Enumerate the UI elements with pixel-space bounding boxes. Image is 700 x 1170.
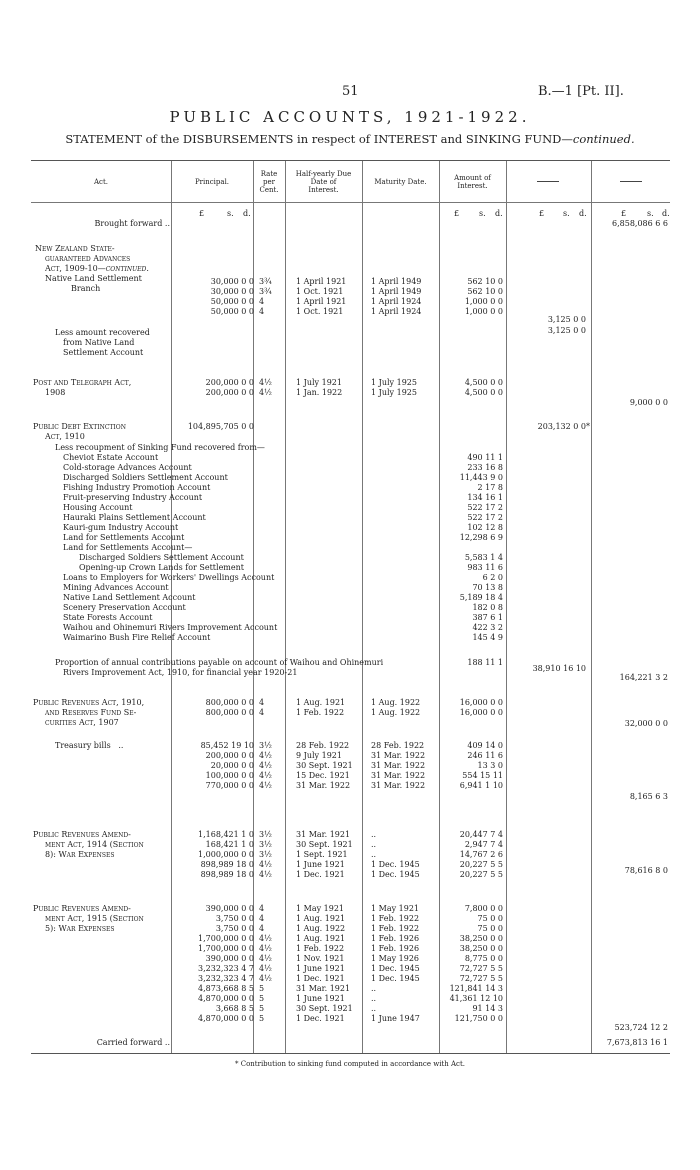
recoupment-item-amount: 233 16 8 bbox=[467, 463, 503, 472]
recoupment-item-amount: 522 17 2 bbox=[467, 503, 503, 512]
proportion-amount: 188 11 1 bbox=[467, 658, 503, 667]
recoupment-item-amount: 12,298 6 9 bbox=[459, 533, 503, 542]
nz-state-branch: Native Land Settlement bbox=[45, 274, 142, 283]
treasury-bills-amount-cell: 554 15 11 bbox=[462, 771, 503, 780]
recoupment-item-label: Waimarino Bush Fire Relief Account bbox=[63, 633, 211, 642]
treasury-bills-due-cell: 31 Mar. 1922 bbox=[296, 781, 351, 790]
post-telegraph-due-cell: 1 July 1921 bbox=[296, 378, 342, 387]
treasury-bills-amount-cell: 409 14 0 bbox=[467, 741, 503, 750]
amendment-1915-due-cell: 1 May 1921 bbox=[296, 904, 345, 913]
recoupment-item-label: Cheviot Estate Account bbox=[63, 453, 159, 462]
amendment-1914-maturity-cell: .. bbox=[371, 830, 377, 839]
amendment-1915-due-cell: 30 Sept. 1921 bbox=[296, 1004, 353, 1013]
treasury-bills-amount-cell: 13 3 0 bbox=[477, 761, 503, 770]
recoupment-item-label: Waihou and Ohinemuri Rivers Improvement Account bbox=[63, 623, 278, 632]
amendment-1914-maturity-cell: 1 Dec. 1945 bbox=[371, 860, 420, 869]
treasury-bills-maturity-cell: 31 Mar. 1922 bbox=[371, 771, 426, 780]
page-title: PUBLIC ACCOUNTS, 1921-1922. bbox=[169, 108, 531, 126]
amendment-1914-amount-cell: 20,227 5 5 bbox=[459, 860, 503, 869]
recoupment-total: 38,910 16 10 bbox=[532, 664, 586, 673]
amendment-1914-maturity-cell: .. bbox=[371, 850, 377, 859]
recoupment-item-amount: 5,189 18 4 bbox=[459, 593, 503, 602]
amendment-1915-principal-cell: 3,750 0 0 bbox=[215, 924, 254, 933]
amendment-1915-due-cell: 1 Dec. 1921 bbox=[296, 1014, 345, 1023]
amendment-1914-principal-cell: 898,989 18 0 bbox=[200, 860, 254, 869]
treasury-bills-rate-cell: 4½ bbox=[259, 771, 272, 780]
nz-state-amount-cell: 1,000 0 0 bbox=[464, 297, 503, 306]
public-revenues-act: curities Act, 1907 bbox=[45, 718, 119, 727]
nz-state-recovered: 3,125 0 0 bbox=[547, 326, 586, 335]
public-debt-act: Act, 1910 bbox=[45, 432, 85, 441]
amendment-1914-amount-cell: 2,947 7 4 bbox=[464, 840, 503, 849]
amendment-1915-due-cell: 1 Aug. 1922 bbox=[296, 924, 346, 933]
amendment-1914-act: Public Revenues Amend- bbox=[33, 830, 131, 839]
post-telegraph-rate-cell: 4½ bbox=[259, 378, 272, 387]
amendment-1915-maturity-cell: .. bbox=[371, 1004, 377, 1013]
treasury-bills-maturity-cell: 31 Mar. 1922 bbox=[371, 751, 426, 760]
amendment-1915-amount-cell: 121,841 14 3 bbox=[449, 984, 503, 993]
public-debt-total: 164,221 3 2 bbox=[619, 673, 668, 682]
pounds-unit: £ bbox=[539, 209, 545, 218]
amendment-1914-maturity-cell: .. bbox=[371, 840, 377, 849]
recoupment-item-label: Native Land Settlement Account bbox=[63, 593, 196, 602]
recoupment-item-label: Discharged Soldiers Settlement Account bbox=[79, 553, 244, 562]
nz-state-rate-cell: 4 bbox=[259, 307, 265, 316]
amendment-1915-principal-cell: 1,700,000 0 0 bbox=[198, 934, 254, 943]
post-telegraph-amount-cell: 4,500 0 0 bbox=[464, 378, 503, 387]
nz-state-subtotal: 3,125 0 0 bbox=[547, 315, 586, 324]
amendment-1915-principal-cell: 3,232,323 4 7 bbox=[198, 974, 254, 983]
recoupment-item-amount: 490 11 1 bbox=[467, 453, 503, 462]
amendment-1915-maturity-cell: 1 Feb. 1922 bbox=[371, 914, 420, 923]
statement-subtitle bbox=[0, 132, 700, 146]
amendment-1915-act: Public Revenues Amend- bbox=[33, 904, 131, 913]
disbursements-table bbox=[31, 160, 670, 1054]
public-revenues-amount-cell: 16,000 0 0 bbox=[459, 708, 503, 717]
nz-state-maturity-cell: 1 April 1924 bbox=[371, 307, 422, 316]
column-blank-dash bbox=[620, 181, 642, 182]
amendment-1915-maturity-cell: 1 May 1921 bbox=[371, 904, 420, 913]
public-revenues-act: and Reserves Fund Se- bbox=[45, 708, 137, 717]
proportion-note: Proportion of annual contributions payable on account of Waihou and Ohinemuri bbox=[55, 658, 384, 667]
amendment-1914-amount-cell: 20,227 5 5 bbox=[459, 870, 503, 879]
amendment-1915-rate-cell: 4 bbox=[259, 914, 265, 923]
public-revenues-act: Public Revenues Act, 1910, bbox=[33, 698, 145, 707]
public-revenues-rate-cell: 4 bbox=[259, 708, 265, 717]
public-debt-principal: 104,895,705 0 0 bbox=[187, 422, 254, 431]
proportion-note: Rivers Improvement Act, 1910, for financial year 1920-21 bbox=[63, 668, 298, 677]
amendment-1915-rate-cell: 4 bbox=[259, 924, 265, 933]
amendment-1915-amount-cell: 38,250 0 0 bbox=[459, 944, 503, 953]
nz-state-rate-cell: 3¾ bbox=[259, 277, 272, 286]
treasury-bills-due-cell: 9 July 1921 bbox=[296, 751, 342, 760]
less-recovered-note: Settlement Account bbox=[63, 348, 144, 357]
amendment-1915-principal-cell: 390,000 0 0 bbox=[205, 904, 254, 913]
public-revenues-amount-cell: 16,000 0 0 bbox=[459, 698, 503, 707]
post-telegraph-act: Post and Telegraph Act, bbox=[33, 378, 132, 387]
amendment-1915-maturity-cell: 1 Feb. 1926 bbox=[371, 934, 420, 943]
amendment-1914-act: 8): War Expenses bbox=[45, 850, 115, 859]
column-amount: Amount of Interest. bbox=[454, 173, 491, 190]
post-telegraph-principal-cell: 200,000 0 0 bbox=[205, 378, 254, 387]
treasury-bills-principal-cell: 200,000 0 0 bbox=[205, 751, 254, 760]
brought-forward-label: Brought forward .. bbox=[94, 219, 170, 228]
recoupment-item-amount: 145 4 9 bbox=[472, 633, 503, 642]
amendment-1915-due-cell: 31 Mar. 1921 bbox=[296, 984, 351, 993]
treasury-bills-maturity-cell: 31 Mar. 1922 bbox=[371, 781, 426, 790]
treasury-bills-label: Treasury bills .. bbox=[55, 741, 124, 750]
amendment-1915-rate-cell: 4½ bbox=[259, 954, 272, 963]
nz-state-due-cell: 1 April 1921 bbox=[296, 297, 347, 306]
nz-state-principal-cell: 30,000 0 0 bbox=[210, 277, 254, 286]
amendment-1915-maturity-cell: 1 June 1947 bbox=[371, 1014, 420, 1023]
nz-state-maturity-cell: 1 April 1949 bbox=[371, 277, 422, 286]
shillings-unit: s. bbox=[479, 209, 486, 218]
amendment-1915-maturity-cell: 1 May 1926 bbox=[371, 954, 420, 963]
amendment-1914-principal-cell: 1,168,421 1 0 bbox=[198, 830, 254, 839]
amendment-1914-principal-cell: 898,989 18 0 bbox=[200, 870, 254, 879]
amendment-1915-maturity-cell: 1 Dec. 1945 bbox=[371, 974, 420, 983]
amendment-1915-act: ment Act, 1915 (Section bbox=[45, 914, 144, 923]
nz-state-act: Act, 1909-10—continued. bbox=[45, 264, 149, 273]
pounds-unit: £ bbox=[621, 209, 627, 218]
amendment-1914-due-cell: 31 Mar. 1921 bbox=[296, 830, 351, 839]
post-telegraph-maturity-cell: 1 July 1925 bbox=[371, 378, 417, 387]
amendment-1914-rate-cell: 3½ bbox=[259, 830, 272, 839]
public-revenues-total: 32,000 0 0 bbox=[624, 719, 668, 728]
treasury-bills-due-cell: 30 Sept. 1921 bbox=[296, 761, 353, 770]
amendment-1915-amount-cell: 7,800 0 0 bbox=[464, 904, 503, 913]
carried-forward-label: Carried forward .. bbox=[96, 1038, 170, 1047]
recoupment-item-label: Housing Account bbox=[63, 503, 133, 512]
shillings-unit: s. bbox=[227, 209, 234, 218]
amendment-1914-act: ment Act, 1914 (Section bbox=[45, 840, 144, 849]
amendment-1915-principal-cell: 3,668 8 5 bbox=[215, 1004, 254, 1013]
treasury-bills-amount-cell: 6,941 1 10 bbox=[459, 781, 503, 790]
sinking-fund-contribution: 203,132 0 0* bbox=[537, 422, 590, 431]
nz-state-amount-cell: 562 10 0 bbox=[467, 287, 503, 296]
nz-state-principal-cell: 30,000 0 0 bbox=[210, 287, 254, 296]
nz-state-amount-cell: 1,000 0 0 bbox=[464, 307, 503, 316]
public-revenues-principal-cell: 800,000 0 0 bbox=[205, 698, 254, 707]
footnote: * Contribution to sinking fund computed in accordance with Act. bbox=[234, 1060, 465, 1068]
amendment-1915-amount-cell: 75 0 0 bbox=[477, 914, 503, 923]
amendment-1914-due-cell: 30 Sept. 1921 bbox=[296, 840, 353, 849]
amendment-1915-total: 523,724 12 2 bbox=[614, 1023, 668, 1032]
recoupment-item-label: Mining Advances Account bbox=[63, 583, 169, 592]
shillings-unit: s. bbox=[647, 209, 654, 218]
post-telegraph-amount-cell: 4,500 0 0 bbox=[464, 388, 503, 397]
amendment-1915-rate-cell: 5 bbox=[259, 1014, 265, 1023]
amendment-1915-rate-cell: 4 bbox=[259, 904, 265, 913]
amendment-1915-principal-cell: 3,232,323 4 7 bbox=[198, 964, 254, 973]
treasury-bills-rate-cell: 4½ bbox=[259, 761, 272, 770]
recoupment-item-amount: 2 17 8 bbox=[477, 483, 503, 492]
amendment-1915-maturity-cell: .. bbox=[371, 994, 377, 1003]
recoupment-item-label: Land for Settlements Account— bbox=[63, 543, 193, 552]
treasury-bills-principal-cell: 100,000 0 0 bbox=[205, 771, 254, 780]
nz-state-principal-cell: 50,000 0 0 bbox=[210, 297, 254, 306]
treasury-bills-rate-cell: 4½ bbox=[259, 751, 272, 760]
amendment-1915-rate-cell: 4½ bbox=[259, 944, 272, 953]
amendment-1914-rate-cell: 4½ bbox=[259, 860, 272, 869]
nz-state-maturity-cell: 1 April 1924 bbox=[371, 297, 422, 306]
amendment-1915-due-cell: 1 June 1921 bbox=[296, 964, 345, 973]
nz-state-maturity-cell: 1 April 1949 bbox=[371, 287, 422, 296]
treasury-bills-due-cell: 15 Dec. 1921 bbox=[296, 771, 350, 780]
amendment-1915-rate-cell: 5 bbox=[259, 994, 265, 1003]
nz-state-branch: Branch bbox=[71, 284, 101, 293]
public-debt-act: Public Debt Extinction bbox=[33, 422, 126, 431]
recoupment-item-label: Loans to Employers for Workers' Dwellings Account bbox=[63, 573, 275, 582]
column-due-date: Half-yearly Due Date of Interest. bbox=[295, 169, 352, 194]
amendment-1914-principal-cell: 1,000,000 0 0 bbox=[198, 850, 254, 859]
amendment-1914-rate-cell: 3½ bbox=[259, 840, 272, 849]
recoupment-item-amount: 422 3 2 bbox=[472, 623, 503, 632]
pence-unit: d. bbox=[495, 209, 503, 218]
pounds-unit: £ bbox=[199, 209, 205, 218]
amendment-1915-amount-cell: 72,727 5 5 bbox=[459, 974, 503, 983]
recoupment-item-amount: 5,583 1 4 bbox=[464, 553, 503, 562]
amendment-1915-amount-cell: 121,750 0 0 bbox=[454, 1014, 503, 1023]
public-revenues-maturity-cell: 1 Aug. 1922 bbox=[371, 698, 421, 707]
page-number: 51 bbox=[342, 84, 359, 99]
post-telegraph-rate-cell: 4½ bbox=[259, 388, 272, 397]
document-reference: B.—1 [Pt. II]. bbox=[538, 84, 624, 99]
amendment-1915-amount-cell: 72,727 5 5 bbox=[459, 964, 503, 973]
treasury-bills-rate-cell: 3½ bbox=[259, 741, 272, 750]
amendment-1915-due-cell: 1 June 1921 bbox=[296, 994, 345, 1003]
amendment-1915-amount-cell: 75 0 0 bbox=[477, 924, 503, 933]
recoupment-item-amount: 11,443 9 0 bbox=[459, 473, 503, 482]
amendment-1914-amount-cell: 20,447 7 4 bbox=[459, 830, 503, 839]
amendment-1915-principal-cell: 4,870,000 0 0 bbox=[198, 1014, 254, 1023]
post-telegraph-principal-cell: 200,000 0 0 bbox=[205, 388, 254, 397]
recoupment-item-label: Cold-storage Advances Account bbox=[63, 463, 192, 472]
treasury-bills-maturity-cell: 31 Mar. 1922 bbox=[371, 761, 426, 770]
treasury-bills-rate-cell: 4½ bbox=[259, 781, 272, 790]
amendment-1915-principal-cell: 390,000 0 0 bbox=[205, 954, 254, 963]
recoupment-item-amount: 70 13 8 bbox=[472, 583, 503, 592]
nz-state-due-cell: 1 Oct. 1921 bbox=[296, 287, 344, 296]
column-blank-dash bbox=[537, 181, 559, 182]
amendment-1915-amount-cell: 41,361 12 10 bbox=[449, 994, 503, 1003]
recoupment-item-label: Kauri-gum Industry Account bbox=[63, 523, 179, 532]
amendment-1914-maturity-cell: 1 Dec. 1945 bbox=[371, 870, 420, 879]
amendment-1915-due-cell: 1 Feb. 1922 bbox=[296, 944, 345, 953]
amendment-1914-total: 78,616 8 0 bbox=[624, 866, 668, 875]
amendment-1915-rate-cell: 5 bbox=[259, 1004, 265, 1013]
amendment-1915-due-cell: 1 Dec. 1921 bbox=[296, 974, 345, 983]
recoupment-item-amount: 387 6 1 bbox=[472, 613, 503, 622]
recoupment-item-label: Fruit-preserving Industry Account bbox=[63, 493, 203, 502]
recoupment-item-amount: 182 0 8 bbox=[472, 603, 503, 612]
carried-forward-total: 7,673,813 16 1 bbox=[606, 1038, 668, 1047]
post-telegraph-act: 1908 bbox=[45, 388, 66, 397]
treasury-bills-amount-cell: 246 11 6 bbox=[467, 751, 503, 760]
amendment-1915-principal-cell: 1,700,000 0 0 bbox=[198, 944, 254, 953]
recoupment-item-label: Fishing Industry Promotion Account bbox=[63, 483, 211, 492]
amendment-1915-due-cell: 1 Nov. 1921 bbox=[296, 954, 345, 963]
nz-state-rate-cell: 4 bbox=[259, 297, 265, 306]
recoupment-item-amount: 983 11 6 bbox=[467, 563, 503, 572]
amendment-1914-due-cell: 1 Sept. 1921 bbox=[296, 850, 348, 859]
column-maturity: Maturity Date. bbox=[374, 177, 427, 186]
recoupment-item-label: Scenery Preservation Account bbox=[63, 603, 186, 612]
public-revenues-due-cell: 1 Aug. 1921 bbox=[296, 698, 346, 707]
amendment-1914-principal-cell: 168,421 1 0 bbox=[205, 840, 254, 849]
amendment-1915-rate-cell: 5 bbox=[259, 984, 265, 993]
amendment-1915-principal-cell: 3,750 0 0 bbox=[215, 914, 254, 923]
subtitle-continued: continued. bbox=[572, 132, 635, 146]
amendment-1915-due-cell: 1 Aug. 1921 bbox=[296, 914, 346, 923]
amendment-1915-maturity-cell: 1 Feb. 1922 bbox=[371, 924, 420, 933]
amendment-1915-rate-cell: 4½ bbox=[259, 974, 272, 983]
amendment-1914-due-cell: 1 Dec. 1921 bbox=[296, 870, 345, 879]
amendment-1914-due-cell: 1 June 1921 bbox=[296, 860, 345, 869]
treasury-bills-principal-cell: 770,000 0 0 bbox=[205, 781, 254, 790]
amendment-1915-maturity-cell: 1 Dec. 1945 bbox=[371, 964, 420, 973]
column-principal: Principal. bbox=[194, 177, 230, 186]
treasury-bills-total: 8,165 6 3 bbox=[629, 792, 668, 801]
brought-forward-total: 6,858,086 6 6 bbox=[612, 219, 668, 228]
amendment-1915-amount-cell: 91 14 3 bbox=[472, 1004, 503, 1013]
amendment-1915-rate-cell: 4½ bbox=[259, 934, 272, 943]
recoupment-heading: Less recoupment of Sinking Fund recovered from— bbox=[55, 443, 265, 452]
amendment-1914-rate-cell: 3½ bbox=[259, 850, 272, 859]
recoupment-item-amount: 522 17 2 bbox=[467, 513, 503, 522]
nz-state-act: New Zealand State- bbox=[35, 244, 115, 253]
pence-unit: d. bbox=[579, 209, 587, 218]
recoupment-item-amount: 134 16 1 bbox=[467, 493, 503, 502]
post-telegraph-total: 9,000 0 0 bbox=[629, 398, 668, 407]
amendment-1915-principal-cell: 4,873,668 8 5 bbox=[198, 984, 254, 993]
recoupment-item-amount: 102 12 8 bbox=[467, 523, 503, 532]
column-act: Act. bbox=[93, 177, 108, 186]
treasury-bills-due-cell: 28 Feb. 1922 bbox=[296, 741, 350, 750]
amendment-1915-rate-cell: 4½ bbox=[259, 964, 272, 973]
amendment-1914-amount-cell: 14,767 2 6 bbox=[459, 850, 503, 859]
less-recovered-note: from Native Land bbox=[63, 338, 135, 347]
pounds-unit: £ bbox=[454, 209, 460, 218]
amendment-1915-due-cell: 1 Aug. 1921 bbox=[296, 934, 346, 943]
nz-state-due-cell: 1 April 1921 bbox=[296, 277, 347, 286]
amendment-1915-amount-cell: 38,250 0 0 bbox=[459, 934, 503, 943]
public-revenues-rate-cell: 4 bbox=[259, 698, 265, 707]
nz-state-amount-cell: 562 10 0 bbox=[467, 277, 503, 286]
recoupment-item-label: State Forests Account bbox=[63, 613, 153, 622]
amendment-1915-maturity-cell: .. bbox=[371, 984, 377, 993]
amendment-1915-maturity-cell: 1 Feb. 1926 bbox=[371, 944, 420, 953]
amendment-1914-rate-cell: 4½ bbox=[259, 870, 272, 879]
shillings-unit: s. bbox=[563, 209, 570, 218]
amendment-1915-principal-cell: 4,870,000 0 0 bbox=[198, 994, 254, 1003]
amendment-1915-amount-cell: 8,775 0 0 bbox=[464, 954, 503, 963]
public-revenues-due-cell: 1 Feb. 1922 bbox=[296, 708, 345, 717]
treasury-bills-maturity-cell: 28 Feb. 1922 bbox=[371, 741, 425, 750]
recoupment-item-amount: 6 2 0 bbox=[482, 573, 503, 582]
treasury-bills-principal-cell: 85,452 19 10 bbox=[200, 741, 254, 750]
amendment-1915-act: 5): War Expenses bbox=[45, 924, 115, 933]
less-recovered-note: Less amount recovered bbox=[55, 328, 150, 337]
post-telegraph-maturity-cell: 1 July 1925 bbox=[371, 388, 417, 397]
public-revenues-maturity-cell: 1 Aug. 1922 bbox=[371, 708, 421, 717]
subtitle-main: STATEMENT of the DISBURSEMENTS in respect of INTEREST and SINKING FUND— bbox=[65, 132, 573, 146]
pence-unit: d. bbox=[662, 209, 670, 218]
nz-state-due-cell: 1 Oct. 1921 bbox=[296, 307, 344, 316]
recoupment-item-label: Land for Settlements Account bbox=[63, 533, 185, 542]
nz-state-principal-cell: 50,000 0 0 bbox=[210, 307, 254, 316]
recoupment-item-label: Opening-up Crown Lands for Settlement bbox=[79, 563, 244, 572]
public-revenues-principal-cell: 800,000 0 0 bbox=[205, 708, 254, 717]
nz-state-rate-cell: 3¾ bbox=[259, 287, 272, 296]
recoupment-item-label: Discharged Soldiers Settlement Account bbox=[63, 473, 228, 482]
column-rate: Rate per Cent. bbox=[259, 169, 279, 194]
post-telegraph-due-cell: 1 Jan. 1922 bbox=[296, 388, 343, 397]
recoupment-item-label: Hauraki Plains Settlement Account bbox=[63, 513, 206, 522]
nz-state-act: guaranteed Advances bbox=[45, 254, 131, 263]
treasury-bills-principal-cell: 20,000 0 0 bbox=[210, 761, 254, 770]
pence-unit: d. bbox=[243, 209, 251, 218]
